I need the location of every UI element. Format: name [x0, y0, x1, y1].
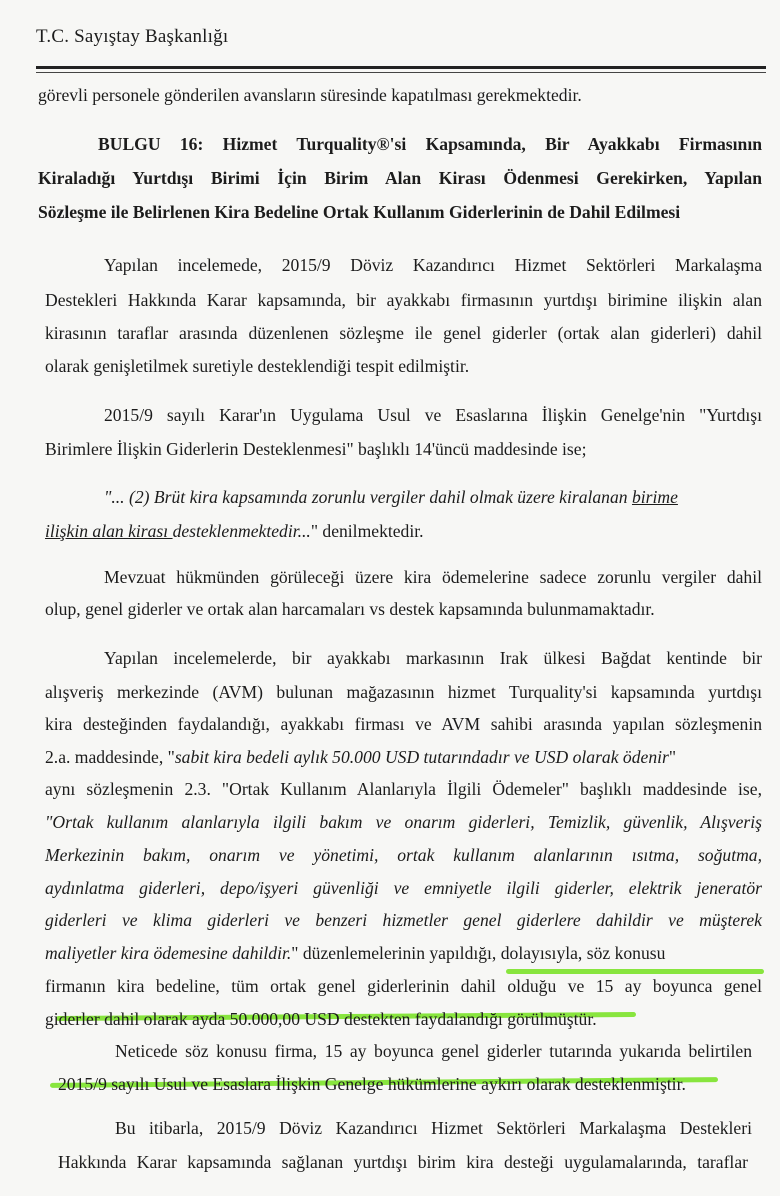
paragraph-line: Bu itibarla, 2015/9 Döviz Kazandırıcı Hizmet Sektörleri Markalaşma Destekleri	[115, 1118, 752, 1138]
header-rule-thin	[36, 72, 766, 73]
paragraph-line: "Ortak kullanım alanlarıyla ilgili bakım ve onarım giderleri, Temizlik, güvenlik, Alışveriş	[45, 812, 762, 832]
finding-title-line: Kiraladığı Yurtdışı Birimi İçin Birim Alan Kirası Ödenmesi Gerekirken, Yapılan	[38, 168, 762, 188]
text-run: "	[668, 747, 677, 767]
paragraph-line: Yapılan incelemede, 2015/9 Döviz Kazandırıcı Hizmet Sektörleri Markalaşma	[104, 255, 762, 275]
paragraph-line: aydınlatma giderleri, depo/işyeri güvenliği ve emniyetle ilgili giderler, elektrik jeneratör	[45, 878, 762, 898]
paragraph-line: Yapılan incelemelerde, bir ayakkabı markasının Irak ülkesi Bağdat kentinde bir	[104, 648, 762, 668]
contract-quote: sabit kira bedeli aylık 50.000 USD tutarındadır ve USD olarak ödenir	[174, 747, 669, 767]
paragraph-line: kirasının taraflar arasında düzenlenen sözleşme ile genel giderler (ortak alan giderleri) dahil	[45, 323, 762, 343]
paragraph-line: Merkezinin bakım, onarım ve yönetimi, ortak kullanım alanlarının ısıtma, soğutma,	[45, 845, 762, 865]
paragraph-line: Birimlere İlişkin Giderlerin Desteklenmesi" başlıklı 14'üncü maddesinde ise;	[45, 439, 587, 459]
finding-title-line: BULGU 16: Hizmet Turquality®'si Kapsamında, Bir Ayakkabı Firmasının	[98, 134, 762, 154]
quote-line-2	[45, 520, 424, 542]
paragraph-line	[45, 942, 665, 964]
quote-underlined: birime	[631, 487, 678, 507]
paragraph-line: Destekleri Hakkında Karar kapsamında, bir ayakkabı firmasının yurtdışı birimine ilişkin alan	[45, 290, 762, 310]
continuation-line: görevli personele gönderilen avansların süresinde kapatılması gerekmektedir.	[38, 85, 582, 105]
paragraph-line: giderleri ve klima giderleri ve benzeri hizmetler genel giderlere dahildir ve müşterek	[45, 910, 762, 930]
paragraph-line: kira desteğinden faydalandığı, ayakkabı firması ve AVM sahibi arasında yapılan sözleşmenin	[45, 714, 762, 734]
paragraph-line: 2015/9 sayılı Usul ve Esaslara İlişkin Genelge hükümlerine aykırı olarak desteklenmiştir.	[58, 1074, 686, 1094]
paragraph-line: olarak genişletilmek suretiyle desteklendiği tespit edilmiştir.	[45, 356, 470, 376]
paragraph-line: 2015/9 sayılı Karar'ın Uygulama Usul ve Esaslarına İlişkin Genelge'nin "Yurtdışı	[104, 405, 762, 425]
quote-underlined: ilişkin alan kirası	[45, 521, 173, 541]
highlight-stroke	[506, 969, 764, 974]
finding-title-line: Sözleşme ile Belirlenen Kira Bedeline Ortak Kullanım Giderlerinin de Dahil Edilmesi	[38, 202, 681, 222]
contract-quote: maliyetler kira ödemesine dahildir.	[45, 943, 292, 963]
paragraph-line: olup, genel giderler ve ortak alan harcamaları vs destek kapsamında bulunmamaktadır.	[45, 599, 655, 619]
paragraph-line: Neticede söz konusu firma, 15 ay boyunca genel giderler tutarında yukarıda belirtilen	[115, 1041, 752, 1061]
paragraph-line	[45, 746, 676, 768]
quote-text: "... (2) Brüt kira kapsamında zorunlu vergiler dahil olmak üzere kiralanan	[104, 487, 632, 507]
paragraph-line: Mevzuat hükmünden görüleceği üzere kira ödemelerine sadece zorunlu vergiler dahil	[104, 567, 762, 587]
header-rule-thick	[36, 66, 766, 69]
text-run: 2.a. maddesinde, "	[45, 747, 175, 767]
paragraph-line: firmanın kira bedeline, tüm ortak genel giderlerinin dahil olduğu ve 15 ay boyunca genel	[45, 976, 762, 996]
quote-text: desteklenmektedir...	[172, 521, 311, 541]
text-run: " düzenlemelerinin yapıldığı, dolayısıyla, söz konusu	[291, 943, 666, 963]
paragraph-line: giderler dahil olarak ayda 50.000,00 USD destekten faydalandığı görülmüştür.	[45, 1009, 597, 1029]
quote-line-1	[104, 486, 678, 508]
paragraph-line: aynı sözleşmenin 2.3. "Ortak Kullanım Alanlarıyla İlgili Ödemeler" başlıklı maddesinde ise,	[45, 779, 762, 799]
paragraph-line: Hakkında Karar kapsamında sağlanan yurtdışı birim kira desteği uygulamalarında, taraflar	[58, 1152, 748, 1172]
institution-name: T.C. Sayıştay Başkanlığı	[36, 26, 229, 47]
paragraph-line: alışveriş merkezinde (AVM) bulunan mağazasının hizmet Turquality'si kapsamında yurtdışı	[45, 682, 762, 702]
quote-tail: " denilmektedir.	[310, 521, 424, 541]
